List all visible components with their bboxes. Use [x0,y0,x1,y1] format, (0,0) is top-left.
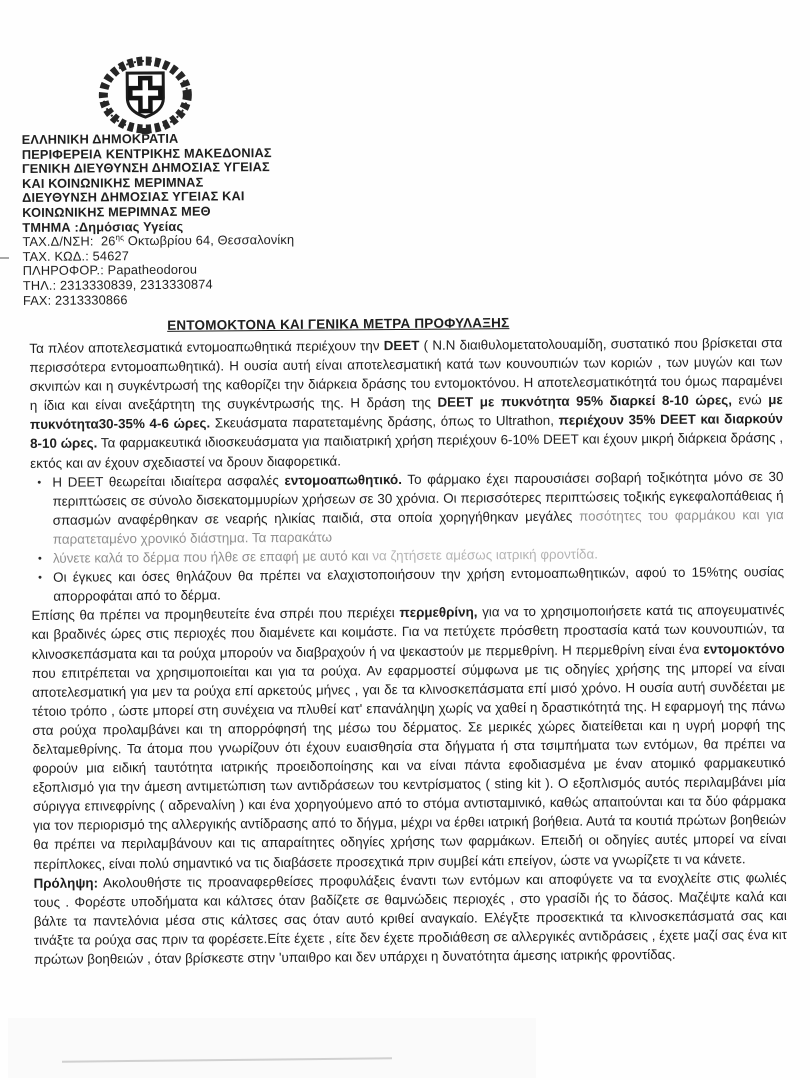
bullet-icon: • [37,476,42,489]
text-segment: Η DEET θεωρείται ιδιαίτερα ασφαλές [52,472,285,490]
letterhead-line: ΕΛΛΗΝΙΚΗ ΔΗΜΟΚΡΑΤΙΑ [21,130,179,148]
text-segment: που επιτρέπεται να χρησιμοποιείται και για τα ρούχα. Αν εφαρμοστεί σύμφωνα με τις οδηγίες χρήσης της μπορεί να είναι αποτελεσματική για μεν τα ρούχα επί αρκετούς μήνες , γαι δε τα κλινοσκεπάσματα επί μισό χρόνο. Η ουσία αυτή συνδέεται με τέτοιο τρόπο , ώστε μπορεί στη συνέχεια να πλυθεί κατ' επανάληψη χωρίς να χαθεί η δραστικότητά της. Η εφαρμογή της πάνω στα ρούχα προλαμβάνει και τη απορρόφησή της μέσω του δέρματος. Σε μερικές χώρες διατείθεται και η υγρή μορφή της δελταμεθρίνης. Τα άτομα που γνωρίζουν ότι έχουν ευαισθησία στα δήγματα ή στα τσιμπήματα των εντόμων, θα πρέπει να φορούν μια ειδική ταυτότητα ιατρικής προειδοποίησης και να είναι πάντα εφοδιασμένα με έναν ατομικό φαρμακευτικό εξοπλισμό για την άμεση αντιμετώπιση των αντιδράσεων του κεντρίσματος ( sting kit ). Ο εξοπλισμός αυτός περιλαμβάνει μία σύριγγα επινεφρίνης ( αδρεναλίνη ) και ένα χορηγούμενο από το στόμα αντισταμινικό, καθώς απαιτούνται και τα δύο φάρμακα για τον περιορισμό της αλλεργικής αντίδρασης από το δήγμα, μέχρι να έρθει ιατρική βοήθεια. Αυτά τα κουτιά πρώτων βοηθειών θα πρέπει να περιλαμβάνουν και τις απαραίτητες οδηγίες χρήσης των φαρμάκων. Επειδή οι οδηγίες αυτές μπορεί να είναι περίπλοκες, είναι πολύ σημαντικό να τις διαβάσετε προσεχτικά πριν συμβεί κάτι επείγον, ώστε να γνωρίζετε τι να κάνετε. [31,659,787,872]
text-segment: με πυκνότητα30-35% 4-6 ώρες. [29,392,783,433]
letterhead-line: ΤΑΧ.Δ/ΝΣΗ: $26^{\eta\varsigma}$ Οκτωβρίου 64, Θεσσαλονίκη [22,232,295,250]
letterhead-line: ΚΑΙ ΚΟΙΝΩΝΙΚΗΣ ΜΕΡΙΜΝΑΣ [21,174,204,191]
letterhead-line: ΔΙΕΥΘΥΝΣΗ ΔΗΜΟΣΙΑΣ ΥΓΕΙΑΣ ΚΑΙ [22,188,245,206]
text-segment: Το φάρμακο έχει παρουσιάσει σοβαρή τοξικότητα μόνο σε 30 περιπτώσεις σε σύνολο δισεκατομμυρίων χρήσεων σε 30 χρόνια. Οι περισσότερες περιπτώσεις τοξικής εγκεφαλοπάθειας ή σπασμών αναφέρθηκαν σε νεαρής ηλικίας παιδιά, στα οποία χορηγήθηκαν μεγάλες [52,468,784,528]
letterhead-line: ΠΛΗΡΟΦΟΡ.: Papatheodorou [22,261,198,279]
letterhead-line: ΤΗΛ.: 2313330839, 2313330874 [22,276,213,293]
paragraph [33,868,787,969]
letterhead-line: ΓΕΝΙΚΗ ΔΙΕΥΘΥΝΣΗ ΔΗΜΟΣΙΑΣ ΥΓΕΙΑΣ [21,159,270,177]
text-segment: Οι έγκυες και όσες θηλάζουν θα πρέπει να ελαχιστοποιήσουν την χρήση εντομοαπωθητικών, αφού το 15%της ουσίας απορροφάται από το δέρμα. [53,564,785,604]
text-segment: Πρόληψη: [33,875,99,891]
text-segment: περμεθρίνη, [399,604,478,621]
text-segment: για να το χρησιμοποιήσετε κατά τις απογευματινές και βραδινές ώρες στις περιοχές που διαμένετε και κοιμάστε. Για να πετύχετε πρόσθετη προστασία κατά των κουνουπιών, τα κλινοσκεπάσματα και τα ρούχα μπορούν να διαβραχούν ή να ψεκαστούν με περμεθρίνη. Η περμεθρίνη είναι ένα [31,602,785,662]
letterhead-line: ΚΟΙΝΩΝΙΚΗΣ ΜΕΡΙΜΝΑΣ ΜΕΘ [22,203,211,220]
bullet-item [30,467,784,549]
text-segment: ενώ [731,392,769,408]
bullet-icon: • [37,552,42,565]
text-segment: περιέχουν 35% DEET και διαρκούν 8-10 ώρες. [30,411,783,452]
document-title: ΕΝΤΟΜΟΚΤΟΝΑ ΚΑΙ ΓΕΝΙΚΑ ΜΕΤΡΑ ΠΡΟΦΥΛΑΞΗΣ [167,315,510,333]
text-segment: ποσότητες του φαρμάκου και για παρατεταμένο χρονικό διάστημα. Τα παρακάτω [52,506,784,547]
paragraph [29,333,783,473]
text-segment: Τα φαρμακευτικά ιδιοσκευάσματα για παιδιατρική χρήση περιέχουν 6-10% DEET και έχουν μικρή διάρκεια δράσης , εκτός και αν έχουν σχεδιαστεί να δρουν διαφορετικά. [30,430,784,471]
text-segment: DEET με πυκνότητα 95% διαρκεί 8-10 ώρες, [437,392,733,411]
letterhead-line: ΠΕΡΙΦΕΡΕΙΑ ΚΕΝΤΡΙΚΗΣ ΜΑΚΕΔΟΝΙΑΣ [21,144,272,162]
text-segment: εντομοκτόνο [703,640,785,657]
text-segment: Τα πλέον αποτελεσματικά εντομοαπωθητικά περιέχουν την [29,338,384,356]
text-segment: Σκευάσματα παρατεταμένης δράσης, όπως το Ultrathon, [210,413,559,431]
paragraph [31,600,786,873]
bullet-icon: • [38,571,43,585]
text-segment: λύνετε καλά το δέρμα που ήλθε σε επαφή με αυτό και [52,548,373,566]
text-segment: εντομοαπωθητικό. [284,471,402,488]
letterhead-line: FAX: 2313330866 [22,291,128,308]
letterhead-line: ΤΑΧ. ΚΩΔ.: 54627 [22,247,130,264]
text-segment: Επίσης θα πρέπει να προμηθευτείτε ένα σπρέι που περιέχει [31,605,400,624]
document-body [29,333,787,969]
text-segment: να ζητήσετε αμέσως ιατρική φροντίδα. [372,546,598,564]
text-segment: ( N.N διαιθυλομετατολουαμίδη, συστατικό που βρίσκεται στα περισσότερα εντομοαπωθητικά). Η ουσία αυτή είναι αποτελεσματική κατά των κουνουπιών των κοριών , των μυγών και των σκνιπών και η συγκέντρωσή της καθορίζει την διάρκεια δράσης του εντομοκτόνου. Η αποτελεσματικότητά του όμως παραμένει η ίδια και είναι ανεξάρτητη της συγκέντρωσής της. Η δράση της [29,335,783,414]
letterhead-line: ΤΜΗΜΑ :Δημόσιας Υγείας [22,218,184,235]
greek-national-emblem-icon [97,56,194,135]
text-segment: DEET [383,337,420,354]
bullet-item [31,562,784,606]
letterhead [22,131,295,308]
text-segment: Ακολουθήστε τις προαναφερθείσες προφυλάξεις έναντι των εντόμων και αποφύγετε να τα ενοχλείτε στις φωλιές τους . Φορέστε υποδήματα και κάλτσες όταν βαδίζετε σε θαμνώδεις περιοχές , στο γρασίδι ής το δάσος. Μαζέψτε καλά και βάλτε τα παντελόνια μέσα στις κάλτσες σας όταν αυτό κριθεί αναγκαίο. Ελέγξτε προσεκτικά τα κλινοσκεπάσματά σας και τινάξτε τα ρούχα σας πριν τα φορέσετε.Είτε έχετε , είτε δεν έχετε προδιάθεση σε αλλεργικές αντιδράσεις , έχετε μαζί σας ένα κιτ πρώτων βοηθειών , όταν βρίσκεστε στην 'υπαιθρο και δεν υπάρχει η δυνατότητα άμεσης ιατρικής φροντίδας. [33,869,788,967]
